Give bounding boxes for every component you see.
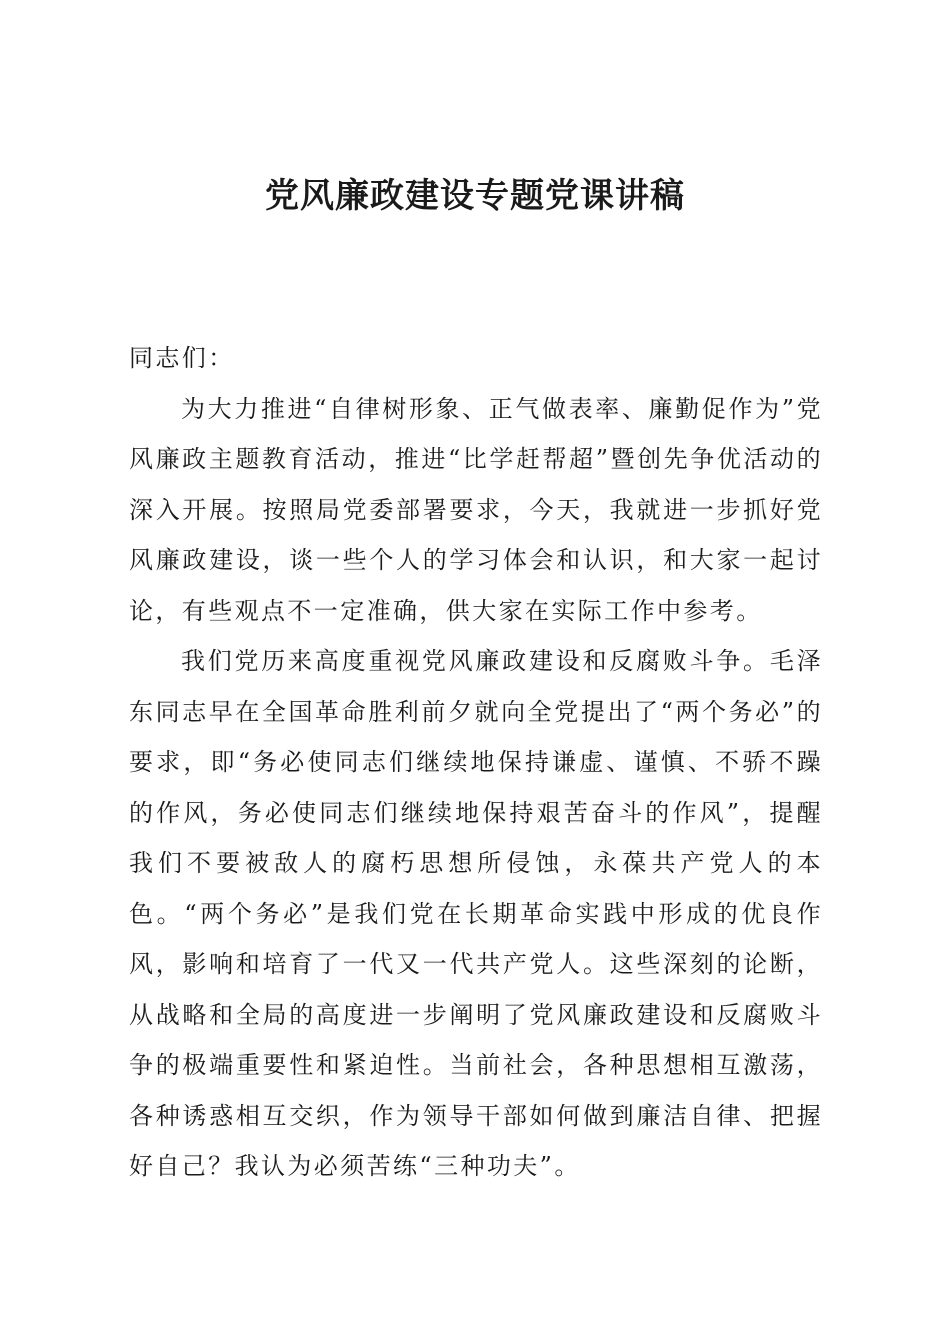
document-title: 党风廉政建设专题党课讲稿 <box>265 176 685 216</box>
greeting-line: 同志们： <box>129 344 235 372</box>
paragraph-history: 我们党历来高度重视党风廉政建设和反腐败斗争。毛泽东同志早在全国革命胜利前夕就向全党提出了“两个务必”的要求，即“务必使同志们继续地保持谦虚、谨慎、不骄不躁的作风，务必使同志们继续地保持艰苦奋斗的作风”，提醒我们不要被敌人的腐朽思想所侵蚀，永葆共产党人的本色。“两个务必”是我们党在长期革命实践中形成的优良作风，影响和培育了一代又一代共产党人。这些深刻的论断，从战略和全局的高度进一步阐明了党风廉政建设和反腐败斗争的极端重要性和紧迫性。当前社会，各种思想相互激荡，各种诱惑相互交织，作为领导干部如何做到廉洁自律、把握好自己？我认为必须苦练“三种功夫”。 <box>129 647 823 1180</box>
paragraph-intro: 为大力推进“自律树形象、正气做表率、廉勤促作为”党风廉政主题教育活动，推进“比学赶帮超”暨创先争优活动的深入开展。按照局党委部署要求，今天，我就进一步抓好党风廉政建设，谈一些个人的学习体会和认识，和大家一起讨论，有些观点不一定准确，供大家在实际工作中参考。 <box>129 394 823 625</box>
document-body <box>129 333 823 1192</box>
